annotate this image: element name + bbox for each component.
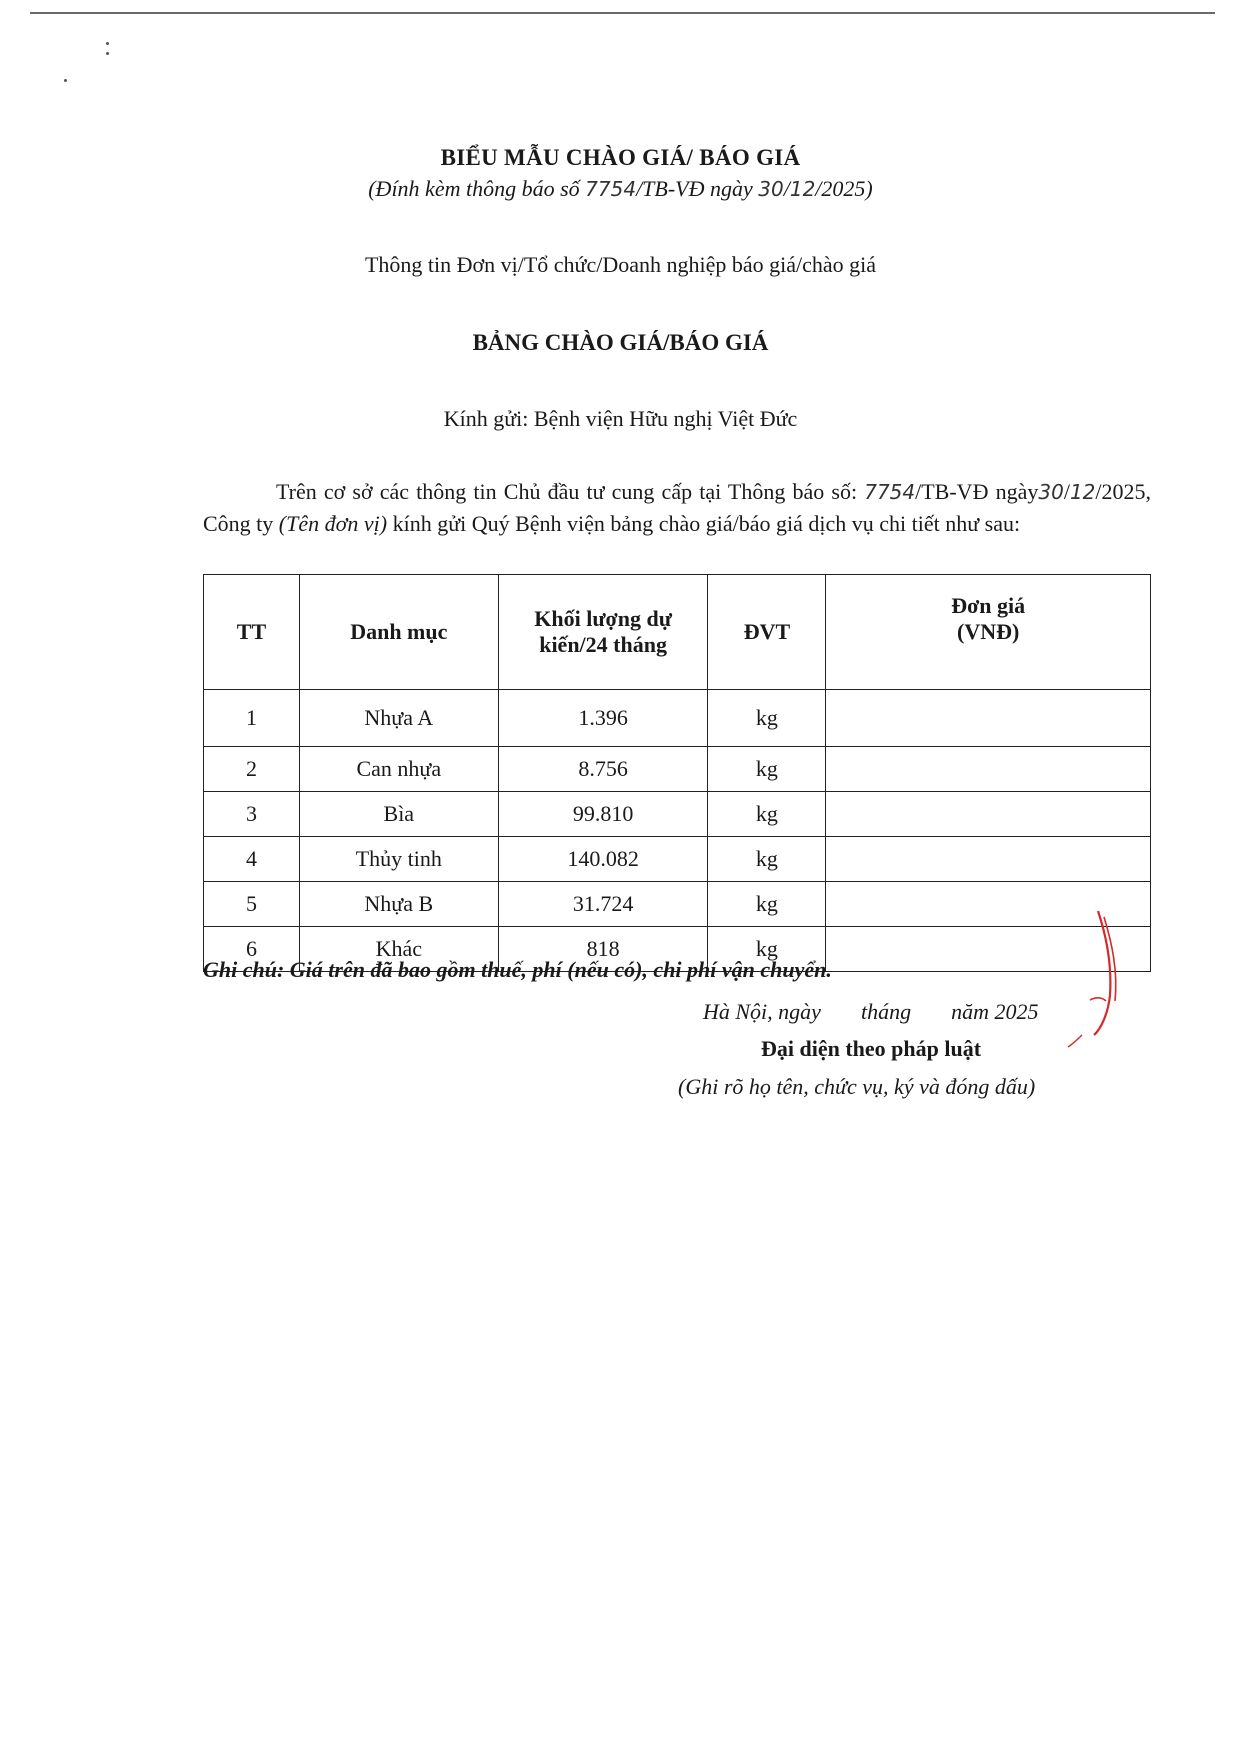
table-row: [204, 837, 1151, 882]
header-price-line1: Đơn giá: [951, 593, 1026, 618]
scan-speck: [106, 42, 109, 45]
scan-speck: [64, 79, 67, 82]
form-title: BIỂU MẪU CHÀO GIÁ/ BÁO GIÁ: [440, 145, 801, 170]
date-line: [703, 999, 1038, 1025]
cell-volume: 140.082: [498, 837, 708, 882]
red-signature-mark: [1060, 905, 1130, 1055]
header-volume-line1: Khối lượng dự: [534, 606, 672, 631]
header-price: [826, 575, 1151, 690]
cell-tt: 2: [204, 747, 300, 792]
cell-unit: kg: [708, 837, 826, 882]
form-subtitle: [0, 176, 1241, 202]
table-row: [204, 792, 1151, 837]
intro-paragraph: [203, 476, 1151, 540]
handwritten-paragraph-number: 7754: [864, 480, 916, 504]
paragraph-part3: /2025, Công ty: [203, 479, 1152, 536]
date-year-word: năm 2025: [951, 999, 1039, 1024]
cell-unit: kg: [708, 927, 826, 972]
subtitle-suffix: /2025): [815, 176, 873, 201]
cell-item: Nhựa B: [299, 882, 498, 927]
table-header-row: [204, 575, 1151, 690]
cell-tt: 6: [204, 927, 300, 972]
handwritten-paragraph-month: 12: [1069, 480, 1096, 504]
header-unit: ĐVT: [708, 575, 826, 690]
header-price-line2: (VNĐ): [957, 619, 1020, 644]
paragraph-part2: /TB-VĐ ngày: [915, 479, 1039, 504]
price-quote-table: [203, 574, 1151, 972]
cell-unit: kg: [708, 792, 826, 837]
cell-volume: 1.396: [498, 690, 708, 747]
handwritten-notice-day: 30: [758, 177, 784, 201]
cell-tt: 3: [204, 792, 300, 837]
cell-item: Nhựa A: [299, 690, 498, 747]
date-month-word: tháng: [860, 999, 912, 1024]
cell-price[interactable]: [826, 837, 1151, 882]
cell-unit: kg: [708, 882, 826, 927]
cell-price[interactable]: [826, 747, 1151, 792]
cell-tt: 5: [204, 882, 300, 927]
cell-volume: 818: [498, 927, 708, 972]
paragraph-date-sep: /: [1063, 479, 1070, 504]
scan-speck: [106, 52, 109, 55]
top-scan-rule: [30, 12, 1215, 14]
handwritten-paragraph-day: 30: [1038, 480, 1064, 504]
table-row: [204, 882, 1151, 927]
company-info-line: Thông tin Đơn vị/Tổ chức/Doanh nghiệp báo giá/chào giá: [364, 252, 877, 277]
handwritten-notice-month: 12: [789, 177, 816, 201]
table-row: [204, 747, 1151, 792]
unit-placeholder: (Tên đơn vị): [278, 511, 388, 536]
cell-tt: 4: [204, 837, 300, 882]
header-volume: [498, 575, 708, 690]
cell-price[interactable]: [826, 690, 1151, 747]
paragraph-part1: Trên cơ sở các thông tin Chủ đầu tư cung cấp tại Thông báo số:: [276, 479, 865, 504]
table-title: BẢNG CHÀO GIÁ/BÁO GIÁ: [472, 330, 769, 355]
date-place: Hà Nội, ngày: [703, 999, 821, 1024]
date-separator: /: [783, 176, 790, 201]
cell-item: Khác: [299, 927, 498, 972]
cell-price[interactable]: [826, 792, 1151, 837]
cell-unit: kg: [708, 747, 826, 792]
header-tt: TT: [204, 575, 300, 690]
legal-representative: Đại diện theo pháp luật: [761, 1036, 982, 1061]
price-note: Ghi chú: Giá trên đã bao gồm thuế, phí (nếu có), chi phí vận chuyển.: [203, 957, 832, 982]
header-item: Danh mục: [299, 575, 498, 690]
representative-instruction: (Ghi rõ họ tên, chức vụ, ký và đóng dấu): [678, 1074, 1036, 1099]
cell-item: Can nhựa: [299, 747, 498, 792]
cell-volume: 31.724: [498, 882, 708, 927]
cell-item: Thủy tinh: [299, 837, 498, 882]
table-row: [204, 690, 1151, 747]
subtitle-prefix: (Đính kèm thông báo số: [368, 176, 586, 201]
cell-volume: 8.756: [498, 747, 708, 792]
paragraph-part4: kính gửi Quý Bệnh viện bảng chào giá/báo giá dịch vụ chi tiết như sau:: [387, 511, 1021, 536]
recipient-line: Kính gửi: Bệnh viện Hữu nghị Việt Đức: [443, 406, 798, 431]
cell-item: Bìa: [299, 792, 498, 837]
handwritten-notice-number: 7754: [585, 177, 637, 201]
cell-tt: 1: [204, 690, 300, 747]
header-volume-line2: kiến/24 tháng: [539, 632, 667, 657]
cell-volume: 99.810: [498, 792, 708, 837]
subtitle-mid: /TB-VĐ ngày: [636, 176, 759, 201]
cell-unit: kg: [708, 690, 826, 747]
